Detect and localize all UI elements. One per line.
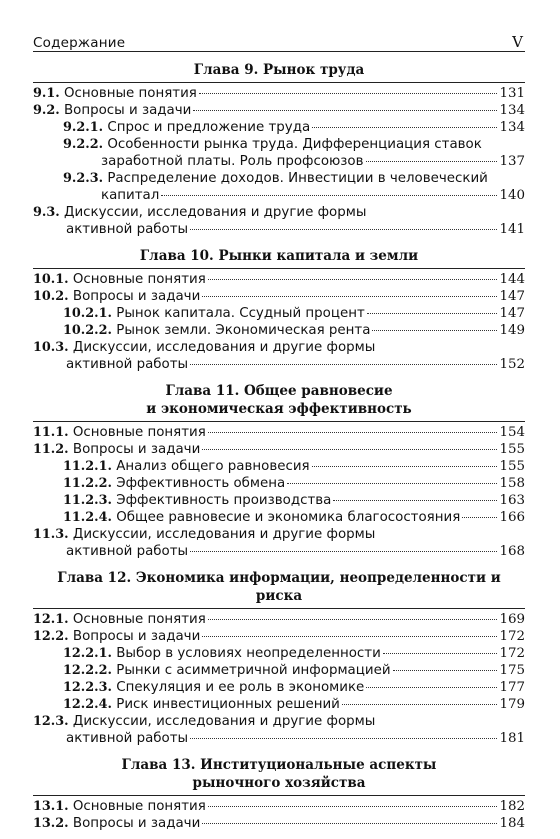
toc-entry-text bbox=[63, 187, 159, 204]
toc-entry-title: заработной платы. Роль профсоюзов bbox=[101, 154, 364, 169]
toc-entry-number: 12.2. bbox=[33, 629, 69, 644]
toc-entry-row bbox=[63, 119, 525, 136]
toc-entry-text bbox=[63, 153, 364, 170]
leader-dots bbox=[208, 619, 498, 620]
toc-entry-title: активной работы bbox=[66, 222, 189, 237]
toc-page-number: 141 bbox=[499, 222, 525, 237]
toc-entry-text bbox=[33, 815, 200, 832]
toc-entry-title: Анализ общего равновесия bbox=[116, 459, 310, 474]
chapter-title-line: рыночного хозяйства bbox=[192, 775, 366, 791]
toc-entry-row bbox=[33, 85, 525, 102]
toc-entry-number: 12.3. bbox=[33, 714, 69, 729]
chapter-title-line: Глава 12. Экономика информации, неопределенности и риска bbox=[57, 570, 501, 604]
toc-entry-title: Вопросы и задачи bbox=[72, 289, 201, 304]
toc-page-number: 149 bbox=[499, 323, 525, 338]
toc-entry-title: Дискуссии, исследования и другие формы bbox=[72, 527, 376, 542]
toc-section-entry bbox=[33, 204, 525, 238]
toc-entry-row bbox=[33, 713, 525, 730]
toc-entry-number: 10.2.2. bbox=[63, 323, 112, 338]
toc-page-number: 154 bbox=[499, 425, 525, 440]
toc-entry-number: 13.2. bbox=[33, 816, 69, 831]
toc-page-number: 175 bbox=[499, 663, 525, 678]
toc-entry-row bbox=[33, 441, 525, 458]
leader-dots bbox=[342, 704, 498, 705]
toc-subsection-entry bbox=[33, 492, 525, 509]
toc-entry-number: 12.2.3. bbox=[63, 680, 112, 695]
toc-entry-number: 11.2.4. bbox=[63, 510, 112, 525]
toc-entry-title: Основные понятия bbox=[72, 612, 206, 627]
chapter-title-line: Глава 11. Общее равновесие bbox=[165, 383, 393, 399]
chapter-section bbox=[33, 61, 525, 238]
toc-entry-title: активной работы bbox=[66, 357, 189, 372]
toc-entry-row bbox=[33, 271, 525, 288]
toc-entry-number: 9.2.2. bbox=[63, 137, 104, 152]
toc-page-number: 158 bbox=[499, 476, 525, 491]
toc-entry-text bbox=[33, 339, 375, 356]
leader-dots bbox=[208, 432, 498, 433]
toc-entry-text bbox=[33, 611, 206, 628]
toc-entry-row bbox=[63, 696, 525, 713]
chapter-section bbox=[33, 247, 525, 373]
leader-dots bbox=[366, 161, 498, 162]
toc-entry-title: Вопросы и задачи bbox=[63, 103, 192, 118]
toc-page-number: 166 bbox=[499, 510, 525, 525]
toc-entry-row bbox=[33, 339, 525, 356]
chapter-section bbox=[33, 756, 525, 832]
toc-section-entry bbox=[33, 526, 525, 560]
toc-entry-title: активной работы bbox=[66, 544, 189, 559]
toc-entry-number: 9.1. bbox=[33, 86, 60, 101]
toc-entry-text bbox=[63, 509, 460, 526]
toc-page-number: 134 bbox=[499, 120, 525, 135]
chapter-section bbox=[33, 382, 525, 560]
toc-entry-row bbox=[63, 187, 525, 204]
toc-entry-row bbox=[63, 136, 525, 153]
toc-entry-text bbox=[33, 356, 188, 373]
leader-dots bbox=[312, 127, 497, 128]
toc-entry-number: 11.2.3. bbox=[63, 493, 112, 508]
toc-entry-row bbox=[33, 356, 525, 373]
toc-subsection-entry bbox=[33, 119, 525, 136]
toc-entry-row bbox=[33, 730, 525, 747]
leader-dots bbox=[190, 738, 497, 739]
toc-entry-text bbox=[33, 526, 375, 543]
toc-section-entry bbox=[33, 102, 525, 119]
table-of-contents bbox=[33, 61, 525, 832]
toc-entry-text bbox=[63, 170, 488, 187]
toc-entry-number: 10.2.1. bbox=[63, 306, 112, 321]
toc-entry-number: 9.2. bbox=[33, 103, 60, 118]
toc-entry-text bbox=[33, 713, 375, 730]
toc-page-number: 131 bbox=[499, 86, 525, 101]
toc-entry-text bbox=[63, 305, 365, 322]
chapter-title bbox=[33, 569, 525, 609]
chapter-title bbox=[33, 61, 525, 83]
toc-page-number: 147 bbox=[499, 289, 525, 304]
toc-entry-title: Дискуссии, исследования и другие формы bbox=[63, 205, 367, 220]
toc-entry-number: 10.1. bbox=[33, 272, 69, 287]
toc-entry-list bbox=[33, 611, 525, 747]
toc-subsection-entry bbox=[33, 305, 525, 322]
toc-section-entry bbox=[33, 85, 525, 102]
toc-subsection-entry bbox=[33, 696, 525, 713]
toc-entry-text bbox=[33, 424, 206, 441]
toc-page-number: 169 bbox=[499, 612, 525, 627]
chapter-title bbox=[33, 382, 525, 422]
toc-entry-text bbox=[33, 102, 191, 119]
toc-entry-row bbox=[63, 662, 525, 679]
toc-entry-list bbox=[33, 85, 525, 238]
leader-dots bbox=[287, 483, 497, 484]
toc-entry-number: 13.1. bbox=[33, 799, 69, 814]
toc-entry-text bbox=[63, 458, 310, 475]
toc-section-entry bbox=[33, 339, 525, 373]
leader-dots bbox=[383, 653, 498, 654]
leader-dots bbox=[312, 466, 498, 467]
leader-dots bbox=[199, 93, 498, 94]
toc-entry-title: Особенности рынка труда. Дифференциация ставок bbox=[107, 137, 482, 152]
toc-section-entry bbox=[33, 441, 525, 458]
toc-entry-text bbox=[33, 441, 200, 458]
toc-entry-title: Вопросы и задачи bbox=[72, 816, 201, 831]
chapter-title bbox=[33, 756, 525, 796]
chapter-title-line: Глава 9. Рынок труда bbox=[193, 62, 365, 78]
toc-entry-title: Основные понятия bbox=[72, 799, 206, 814]
toc-entry-row bbox=[33, 815, 525, 832]
toc-entry-number: 12.2.2. bbox=[63, 663, 112, 678]
toc-entry-row bbox=[33, 611, 525, 628]
toc-subsection-entry bbox=[33, 458, 525, 475]
leader-dots bbox=[208, 279, 498, 280]
toc-entry-row bbox=[33, 102, 525, 119]
toc-page-number: 177 bbox=[499, 680, 525, 695]
toc-page-number: 182 bbox=[499, 799, 525, 814]
toc-entry-row bbox=[33, 543, 525, 560]
toc-entry-title: Риск инвестиционных решений bbox=[116, 697, 340, 712]
toc-entry-number: 12.2.4. bbox=[63, 697, 112, 712]
toc-subsection-entry bbox=[33, 509, 525, 526]
toc-page bbox=[33, 30, 525, 832]
toc-entry-title: Дискуссии, исследования и другие формы bbox=[72, 340, 376, 355]
running-head bbox=[33, 30, 525, 52]
toc-entry-number: 11.2. bbox=[33, 442, 69, 457]
toc-page-number: 155 bbox=[499, 459, 525, 474]
toc-entry-title: Выбор в условиях неопределенности bbox=[116, 646, 381, 661]
toc-entry-title: Основные понятия bbox=[72, 425, 206, 440]
toc-page-number: 147 bbox=[499, 306, 525, 321]
toc-entry-text bbox=[33, 543, 188, 560]
page-number-roman: V bbox=[512, 33, 523, 51]
toc-section-entry bbox=[33, 611, 525, 628]
leader-dots bbox=[333, 500, 497, 501]
toc-entry-number: 11.1. bbox=[33, 425, 69, 440]
toc-page-number: 172 bbox=[499, 646, 525, 661]
toc-section-entry bbox=[33, 271, 525, 288]
toc-entry-number: 10.3. bbox=[33, 340, 69, 355]
leader-dots bbox=[208, 806, 498, 807]
toc-entry-number: 9.2.3. bbox=[63, 171, 104, 186]
leader-dots bbox=[161, 195, 497, 196]
toc-page-number: 140 bbox=[499, 188, 525, 203]
toc-subsection-entry bbox=[33, 322, 525, 339]
toc-entry-list bbox=[33, 424, 525, 560]
toc-entry-title: Рынки с асимметричной информацией bbox=[116, 663, 391, 678]
toc-entry-list bbox=[33, 798, 525, 832]
toc-entry-text bbox=[33, 798, 206, 815]
toc-entry-title: Рынок земли. Экономическая рента bbox=[116, 323, 371, 338]
toc-entry-row bbox=[63, 509, 525, 526]
toc-entry-row bbox=[33, 221, 525, 238]
toc-entry-text bbox=[63, 679, 364, 696]
toc-entry-number: 12.2.1. bbox=[63, 646, 112, 661]
toc-page-number: 172 bbox=[499, 629, 525, 644]
toc-entry-number: 9.3. bbox=[33, 205, 60, 220]
toc-entry-number: 12.1. bbox=[33, 612, 69, 627]
toc-entry-text bbox=[63, 119, 310, 136]
leader-dots bbox=[193, 110, 497, 111]
toc-section-entry bbox=[33, 798, 525, 815]
chapter-title-line: и экономическая эффективность bbox=[146, 401, 412, 417]
toc-entry-title: Вопросы и задачи bbox=[72, 442, 201, 457]
toc-entry-row bbox=[33, 798, 525, 815]
toc-subsection-entry bbox=[33, 662, 525, 679]
toc-entry-row bbox=[63, 475, 525, 492]
leader-dots bbox=[393, 670, 498, 671]
toc-entry-title: Общее равновесие и экономика благосостояния bbox=[116, 510, 461, 525]
toc-entry-number: 9.2.1. bbox=[63, 120, 104, 135]
chapter-title-line: Глава 10. Рынки капитала и земли bbox=[139, 248, 419, 264]
toc-entry-title: Распределение доходов. Инвестиции в человеческий bbox=[107, 171, 488, 186]
toc-entry-text bbox=[33, 628, 200, 645]
toc-entry-title: Основные понятия bbox=[72, 272, 206, 287]
chapter-section bbox=[33, 569, 525, 747]
toc-page-number: 181 bbox=[499, 731, 525, 746]
toc-section-entry bbox=[33, 628, 525, 645]
toc-entry-title: Спрос и предложение труда bbox=[107, 120, 311, 135]
toc-subsection-entry bbox=[33, 136, 525, 170]
toc-page-number: 163 bbox=[499, 493, 525, 508]
toc-subsection-entry bbox=[33, 645, 525, 662]
toc-section-entry bbox=[33, 713, 525, 747]
toc-entry-number: 10.2. bbox=[33, 289, 69, 304]
toc-entry-row bbox=[33, 424, 525, 441]
toc-entry-row bbox=[63, 322, 525, 339]
toc-entry-list bbox=[33, 271, 525, 373]
toc-subsection-entry bbox=[33, 170, 525, 204]
toc-entry-title: Вопросы и задачи bbox=[72, 629, 201, 644]
toc-page-number: 144 bbox=[499, 272, 525, 287]
toc-entry-title: Спекуляция и ее роль в экономике bbox=[116, 680, 365, 695]
leader-dots bbox=[372, 330, 497, 331]
leader-dots bbox=[462, 517, 497, 518]
toc-page-number: 184 bbox=[499, 816, 525, 831]
toc-entry-number: 11.2.2. bbox=[63, 476, 112, 491]
leader-dots bbox=[190, 364, 497, 365]
toc-entry-text bbox=[63, 696, 340, 713]
toc-entry-text bbox=[63, 322, 370, 339]
leader-dots bbox=[367, 313, 498, 314]
toc-subsection-entry bbox=[33, 475, 525, 492]
toc-entry-row bbox=[63, 153, 525, 170]
toc-page-number: 152 bbox=[499, 357, 525, 372]
toc-entry-title: Дискуссии, исследования и другие формы bbox=[72, 714, 376, 729]
toc-entry-title: Эффективность обмена bbox=[116, 476, 286, 491]
toc-entry-row bbox=[33, 204, 525, 221]
toc-entry-row bbox=[63, 645, 525, 662]
toc-entry-row bbox=[63, 170, 525, 187]
toc-entry-text bbox=[63, 475, 285, 492]
toc-page-number: 134 bbox=[499, 103, 525, 118]
toc-entry-row bbox=[63, 492, 525, 509]
toc-entry-row bbox=[33, 288, 525, 305]
toc-entry-title: Эффективность производства bbox=[116, 493, 332, 508]
toc-entry-row bbox=[63, 305, 525, 322]
toc-entry-text bbox=[33, 204, 366, 221]
leader-dots bbox=[366, 687, 497, 688]
toc-entry-title: Рынок капитала. Ссудный процент bbox=[116, 306, 365, 321]
toc-page-number: 137 bbox=[499, 154, 525, 169]
toc-entry-text bbox=[33, 85, 197, 102]
toc-entry-text bbox=[63, 645, 381, 662]
leader-dots bbox=[202, 296, 497, 297]
chapter-title bbox=[33, 247, 525, 269]
toc-subsection-entry bbox=[33, 679, 525, 696]
toc-entry-text bbox=[63, 136, 482, 153]
leader-dots bbox=[190, 229, 497, 230]
toc-entry-row bbox=[63, 458, 525, 475]
toc-entry-row bbox=[33, 628, 525, 645]
toc-entry-number: 11.2.1. bbox=[63, 459, 112, 474]
leader-dots bbox=[190, 551, 497, 552]
toc-entry-number: 11.3. bbox=[33, 527, 69, 542]
chapter-title-line: Глава 13. Институциональные аспекты bbox=[121, 757, 437, 773]
leader-dots bbox=[202, 449, 497, 450]
leader-dots bbox=[202, 823, 497, 824]
toc-entry-text bbox=[33, 221, 188, 238]
toc-entry-row bbox=[33, 526, 525, 543]
running-head-title: Содержание bbox=[33, 35, 126, 51]
toc-entry-title: капитал bbox=[101, 188, 160, 203]
toc-page-number: 155 bbox=[499, 442, 525, 457]
toc-section-entry bbox=[33, 424, 525, 441]
toc-page-number: 179 bbox=[499, 697, 525, 712]
toc-entry-text bbox=[33, 271, 206, 288]
toc-entry-text bbox=[33, 730, 188, 747]
toc-entry-title: Основные понятия bbox=[63, 86, 197, 101]
toc-entry-text bbox=[63, 662, 391, 679]
toc-entry-title: активной работы bbox=[66, 731, 189, 746]
toc-entry-text bbox=[33, 288, 200, 305]
toc-section-entry bbox=[33, 815, 525, 832]
toc-section-entry bbox=[33, 288, 525, 305]
toc-entry-row bbox=[63, 679, 525, 696]
toc-page-number: 168 bbox=[499, 544, 525, 559]
leader-dots bbox=[202, 636, 497, 637]
toc-entry-text bbox=[63, 492, 331, 509]
